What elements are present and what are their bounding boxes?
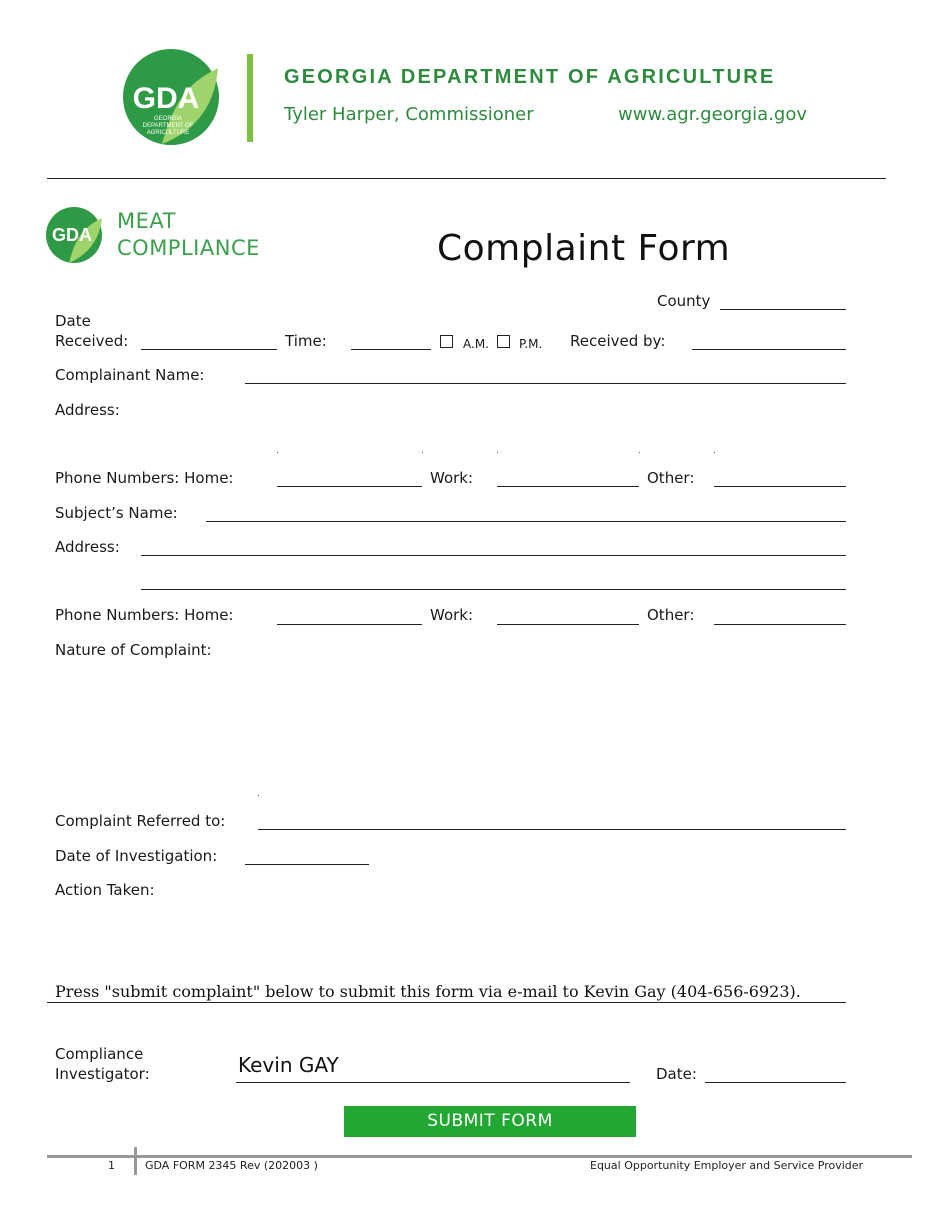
date-received-field[interactable] <box>141 349 277 350</box>
date-received-label-2: Received: <box>55 332 129 350</box>
complainant-phone-home-label: Phone Numbers: Home: <box>55 469 234 487</box>
am-label: A.M. <box>463 337 489 351</box>
submit-form-button[interactable]: SUBMIT FORM <box>344 1106 636 1137</box>
submit-instructions: Press "submit complaint" below to submit this form via e-mail to Kevin Gay (404-656-6923). <box>55 982 801 1001</box>
time-label: Time: <box>285 332 327 350</box>
received-by-field[interactable] <box>692 349 846 350</box>
complaint-referred-label: Complaint Referred to: <box>55 812 226 830</box>
investigator-name-value[interactable]: Kevin GAY <box>238 1053 339 1077</box>
instructions-rule <box>47 1002 846 1003</box>
svg-text:GDA: GDA <box>52 225 92 245</box>
subject-name-label: Subject’s Name: <box>55 504 178 522</box>
investigator-date-label: Date: <box>656 1065 697 1083</box>
investigation-date-label: Date of Investigation: <box>55 847 218 865</box>
subject-phone-home-label: Phone Numbers: Home: <box>55 606 234 624</box>
pm-label: P.M. <box>519 337 543 351</box>
investigation-date-field[interactable] <box>245 864 369 865</box>
meat-compliance-logo <box>45 206 103 264</box>
subject-address-field-2[interactable] <box>141 589 846 590</box>
complaint-referred-field[interactable] <box>258 829 846 830</box>
complainant-phone-work-field[interactable] <box>497 486 639 487</box>
complainant-address-label: Address: <box>55 401 120 419</box>
investigator-label-2: Investigator: <box>55 1065 150 1083</box>
svg-text:GEORGIA: GEORGIA <box>153 116 183 122</box>
am-checkbox[interactable] <box>440 335 453 348</box>
complainant-name-label: Complainant Name: <box>55 366 205 384</box>
svg-text:DEPARTMENT OF: DEPARTMENT OF <box>142 123 194 129</box>
subject-phone-work-label: Work: <box>430 606 474 624</box>
nature-of-complaint-field[interactable] <box>55 662 846 787</box>
county-field[interactable] <box>720 309 846 310</box>
complainant-phone-work-label: Work: <box>430 469 474 487</box>
investigator-label-1: Compliance <box>55 1045 144 1063</box>
page-number: 1 <box>108 1159 115 1172</box>
nature-of-complaint-label: Nature of Complaint: <box>55 641 212 659</box>
meat-compliance-label: MEAT COMPLIANCE <box>117 209 260 260</box>
date-received-label-1: Date <box>55 312 91 330</box>
page-title: Complaint Form <box>437 228 731 269</box>
pm-checkbox[interactable] <box>497 335 510 348</box>
complainant-phone-home-field[interactable] <box>277 486 422 487</box>
county-label: County <box>657 292 711 310</box>
subject-name-field[interactable] <box>206 521 846 522</box>
header-rule <box>47 178 886 179</box>
form-id: GDA FORM 2345 Rev (202003 ) <box>145 1159 318 1172</box>
complainant-name-field[interactable] <box>245 383 846 384</box>
department-name: GEORGIA DEPARTMENT OF AGRICULTURE <box>284 66 776 88</box>
time-field[interactable] <box>351 349 431 350</box>
subject-phone-work-field[interactable] <box>497 624 639 625</box>
eoe-statement: Equal Opportunity Employer and Service Provider <box>590 1159 864 1172</box>
subject-phone-other-field[interactable] <box>714 624 846 625</box>
investigator-field[interactable] <box>236 1082 630 1083</box>
action-taken-label: Action Taken: <box>55 881 155 899</box>
commissioner-name: Tyler Harper, Commissioner <box>284 104 534 125</box>
received-by-label: Received by: <box>570 332 666 350</box>
svg-text:AGRICULTURE: AGRICULTURE <box>146 130 190 136</box>
header-divider <box>247 54 253 142</box>
website-link[interactable]: www.agr.georgia.gov <box>618 104 808 125</box>
subject-phone-other-label: Other: <box>647 606 695 624</box>
subject-phone-home-field[interactable] <box>277 624 422 625</box>
investigator-date-field[interactable] <box>705 1082 846 1083</box>
action-taken-field[interactable] <box>55 902 846 972</box>
gda-logo <box>122 48 220 146</box>
footer-divider <box>134 1147 137 1175</box>
complainant-phone-other-label: Other: <box>647 469 695 487</box>
gda-logo-text: GDA <box>132 82 200 115</box>
footer-rule <box>47 1155 912 1158</box>
subject-address-label: Address: <box>55 538 120 556</box>
complainant-phone-other-field[interactable] <box>714 486 846 487</box>
subject-address-field-1[interactable] <box>141 555 846 556</box>
